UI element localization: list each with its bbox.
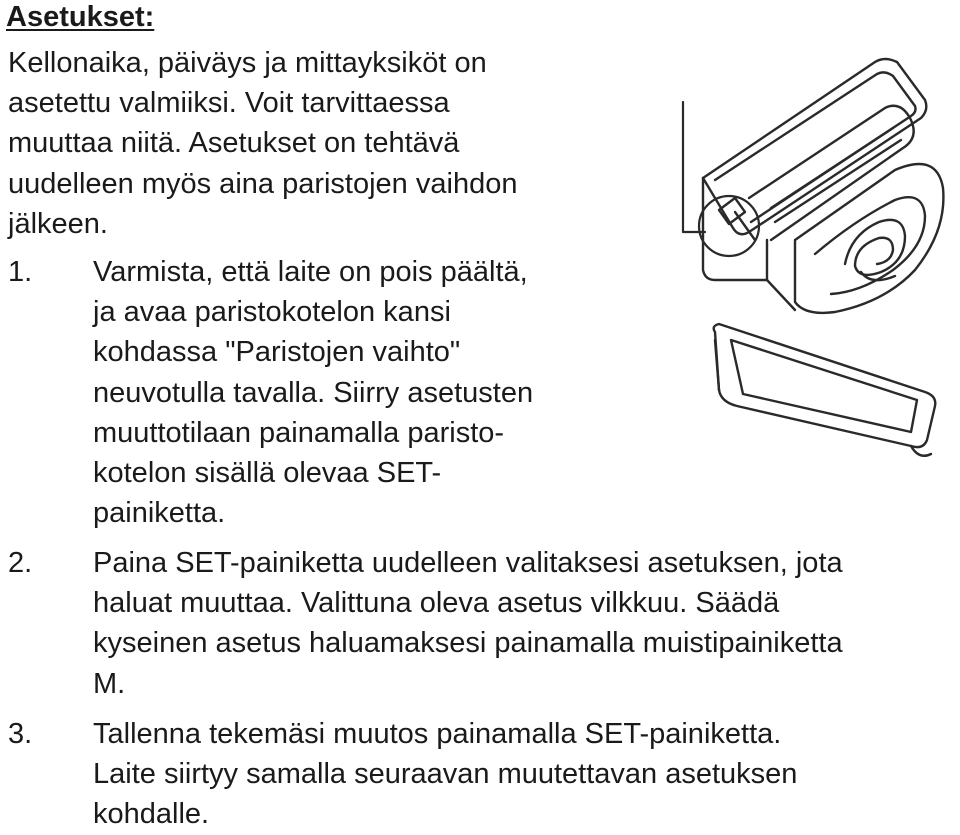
step-line: M. — [93, 667, 126, 700]
intro-line: jälkeen. — [8, 207, 108, 240]
battery-cover — [714, 324, 936, 456]
step-text — [93, 714, 797, 835]
step-line: haluat muuttaa. Valittuna oleva asetus vilkkuu. Säädä — [93, 587, 780, 620]
section-heading: Asetukset: — [6, 1, 155, 33]
device-battery-illustration — [675, 40, 960, 470]
step-line: Paina SET-painiketta uudelleen valitaksesi asetuksen, jota — [93, 547, 843, 579]
step-text — [93, 543, 843, 704]
step-line: kohdalle. — [93, 798, 210, 831]
step-line: neuvotulla tavalla. Siirry asetusten — [93, 376, 534, 409]
step-number: 2. — [8, 547, 33, 579]
device-body — [703, 59, 943, 313]
step-line: Laite siirtyy samalla seuraavan muutettavan asetuksen — [93, 758, 798, 791]
step-line: kohdassa "Paristojen vaihto" — [93, 336, 461, 369]
intro-line: Kellonaika, päiväys ja mittayksiköt on — [8, 47, 487, 79]
intro-line: uudelleen myös aina paristojen vaihdon — [8, 167, 518, 200]
step-line: kotelon sisällä olevaa SET- — [93, 457, 442, 490]
step-line: painiketta. — [93, 497, 226, 530]
step-number: 1. — [8, 256, 33, 288]
step-line: Varmista, että laite on pois päältä, — [93, 256, 528, 288]
step-text — [93, 252, 533, 533]
step-number: 3. — [8, 718, 33, 750]
step-line: kyseinen asetus haluamaksesi painamalla muistipainiketta — [93, 627, 843, 660]
step-line: Tallenna tekemäsi muutos painamalla SET-painiketta. — [93, 718, 782, 750]
step-line: ja avaa paristokotelon kansi — [93, 296, 451, 329]
intro-line: asetettu valmiiksi. Voit tarvittaessa — [8, 87, 450, 120]
step-line: muuttotilaan painamalla paristo- — [93, 416, 505, 449]
intro-line: muuttaa niitä. Asetukset on tehtävä — [8, 127, 460, 160]
intro-paragraph — [8, 43, 608, 244]
